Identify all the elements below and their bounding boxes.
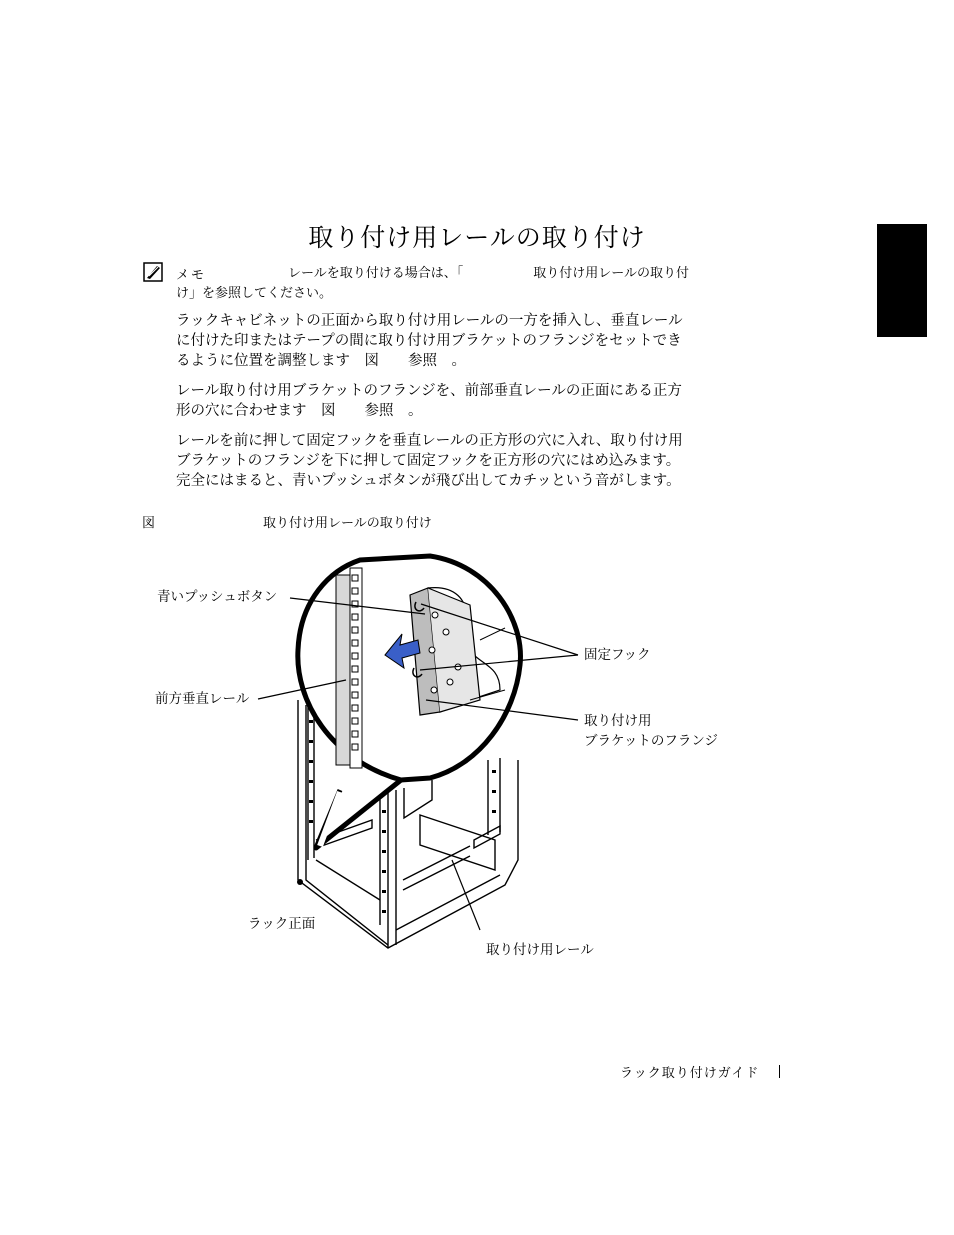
step-line: に付けた印またはテープの間に取り付け用ブラケットのフランジをセットでき xyxy=(176,333,682,349)
footer-guide-title: ラック取り付けガイド xyxy=(620,1066,760,1081)
step-line: 完全にはまると、青いプッシュボタンが飛び出してカチッという音がします。 xyxy=(176,473,681,489)
note-text-line2: け」を参照してください。 xyxy=(176,286,333,301)
callout-hooks: 固定フック xyxy=(584,647,651,663)
page-title: 取り付け用レールの取り付け xyxy=(308,223,646,252)
callout-bracket-line1: 取り付け用 xyxy=(584,713,652,729)
footer-divider xyxy=(779,1065,780,1078)
step-line: 形の穴に合わせます 図 参照 。 xyxy=(176,403,423,419)
step-line: レール取り付け用ブラケットのフランジを、前部垂直レールの正面にある正方 xyxy=(176,383,682,399)
callout-rack-front: ラック正面 xyxy=(248,916,316,932)
note-text-part1: レールを取り付ける場合は、「 xyxy=(288,266,464,281)
step-line: レールを前に押して固定フックを垂直レールの正方形の穴に入れ、取り付け用 xyxy=(176,433,683,449)
note-label: メモ xyxy=(176,268,207,283)
front-vertical-rail-drawing xyxy=(336,568,362,768)
step-line: ブラケットのフランジを下に押して固定フックを正方形の穴にはめ込みます。 xyxy=(176,453,681,469)
callout-push-button: 青いプッシュボタン xyxy=(157,589,278,605)
figure-title: 取り付け用レールの取り付け xyxy=(263,516,432,531)
callout-mount-rail: 取り付け用レール xyxy=(486,942,594,958)
step-line: ラックキャビネットの正面から取り付け用レールの一方を挿入し、垂直レール xyxy=(176,313,683,329)
step-line: るように位置を調整します 図 参照 。 xyxy=(176,353,466,369)
callout-bracket xyxy=(584,711,718,751)
note-text-part2: 取り付け用レールの取り付 xyxy=(533,266,689,281)
callout-bracket-line2: ブラケットのフランジ xyxy=(584,733,718,749)
callout-front-rail: 前方垂直レール xyxy=(155,691,250,707)
figure-label: 図 xyxy=(142,516,156,531)
